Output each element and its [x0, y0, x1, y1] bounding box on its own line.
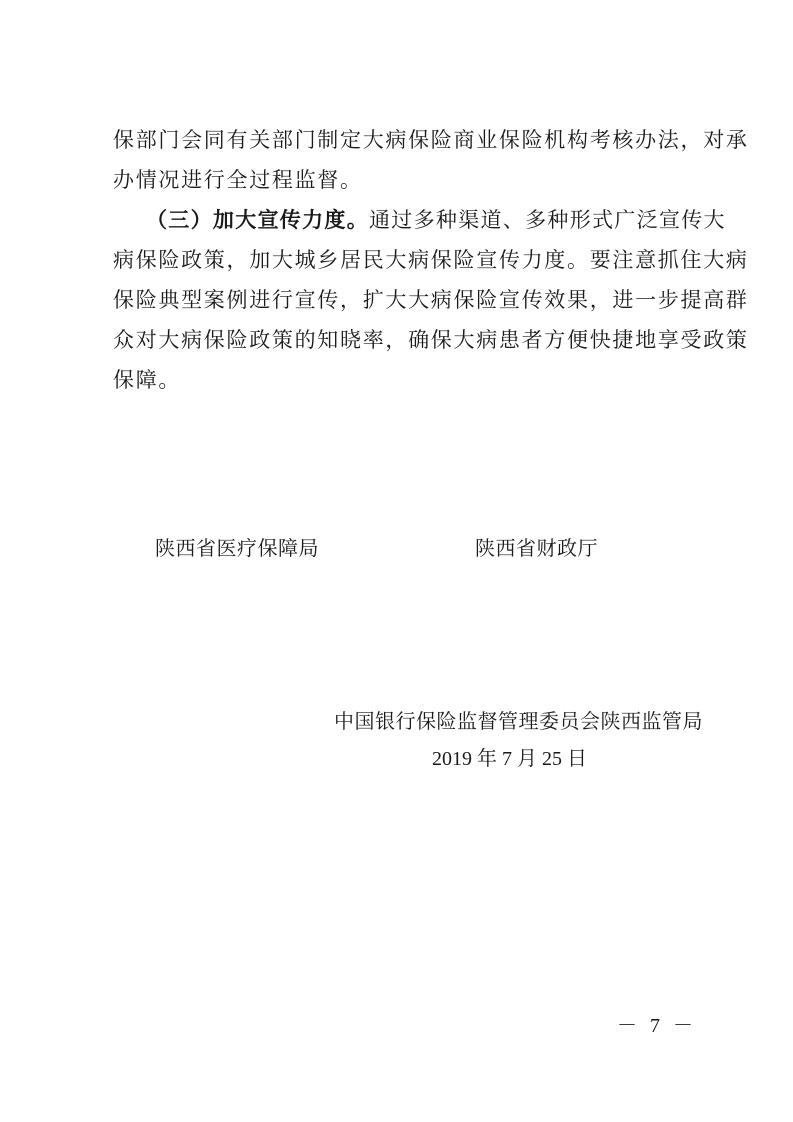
document-date: 2019 年 7 月 25 日 [432, 748, 587, 770]
body-text-line: 办情况进行全过程监督。 [113, 168, 363, 192]
signature-cbirc-shaanxi: 中国银行保险监督管理委员会陕西监管局 [334, 709, 703, 733]
section-paragraph-start [146, 208, 726, 232]
body-text-line: 众对大病保险政策的知晓率，确保大病患者方便快捷地享受政策 [113, 328, 749, 352]
body-text-line: 保险典型案例进行宣传，扩大大病保险宣传效果，进一步提高群 [113, 288, 749, 312]
signature-finance-department: 陕西省财政厅 [475, 536, 598, 560]
section-heading: （三）加大宣传力度。 [146, 208, 369, 232]
body-text-line: 保障。 [113, 368, 182, 392]
body-text: 通过多种渠道、多种形式广泛宣传大 [369, 208, 726, 232]
body-text-line: 保部门会同有关部门制定大病保险商业保险机构考核办法，对承 [113, 128, 749, 152]
page-number: － 7 － [617, 1015, 697, 1037]
body-text-line: 病保险政策，加大城乡居民大病保险宣传力度。要注意抓住大病 [113, 248, 749, 272]
signature-medical-security-bureau: 陕西省医疗保障局 [155, 536, 319, 560]
